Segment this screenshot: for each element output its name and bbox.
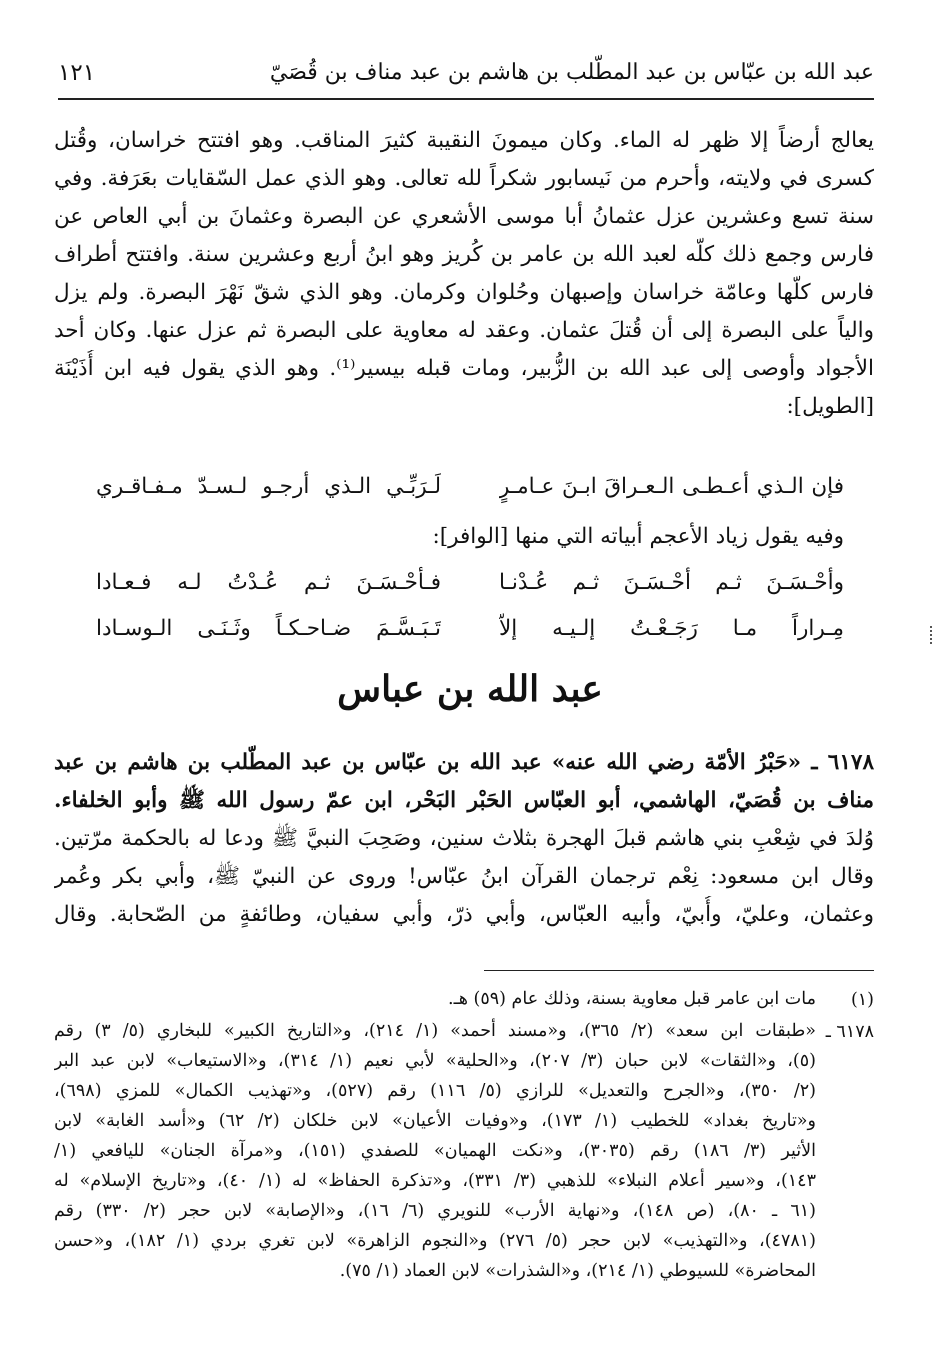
biography-entry [54, 744, 874, 934]
entry-line: وقال ابن مسعود: نِعْم ترجمان القرآن ابنُ عبّاس! وروى عن النبيّ ﷺ، وأبي بكر وعُمر [54, 864, 874, 889]
entry-line: مناف بن قُصَيّ، الهاشمي، أبو العبّاس الحَبْر البَحْر، ابن عمّ رسول الله ﷺ وأبو الخلفاء. [54, 788, 874, 813]
footnote-line: مات ابن عامر قبل معاوية بسنة، وذلك عام (٥٩) هـ. [448, 989, 816, 1009]
text-line: والياً على البصرة إلى أن قُتلَ عثمان. وعقد له معاوية على البصرة ثم عزل عنها. وكان أحد [54, 318, 874, 343]
page-number: ١٢١ [58, 60, 96, 86]
footnote [54, 984, 874, 1016]
footnote-line: (٤٧٨١)، و«التهذيب» لابن حجر (٥/ ٢٧٦) و«النجوم الزاهرة» لابن تغري بردي (١/ ١٨٢)، و«حسن [54, 1231, 816, 1251]
text-line: كسرى في ولايته، وأحرم من نَيسابور شكراً لله تعالى. وهو الذي عمل السّقايات بعَرَفة. وفي [54, 166, 874, 191]
text-line: الأجواد وأوصى إلى عبد الله بن الزُّبير، ومات قبله بيسير⁽¹⁾. وهو الذي يقول فيه ابن أُذَيْنَة [54, 356, 874, 381]
text-line: [الطويل]: [786, 394, 874, 419]
page-header [58, 52, 874, 96]
entry-line: وعثمان، وعليّ، وأُبيّ، وأبيه العبّاس، وأبي ذرّ، وأبي سفيان، وطائفةٍ من الصّحابة. وقال [54, 902, 874, 927]
verse-line [96, 560, 844, 606]
main-text [54, 122, 874, 426]
poem-verse [96, 464, 844, 510]
entry-line: ٦١٧٨ ـ «حَبْرُ الأمّة رضي الله عنه» عبد الله بن عبّاس بن عبد المطّلب بن هاشم بن عبد [54, 750, 874, 775]
verse-line [96, 464, 844, 510]
footnote-rule [484, 970, 874, 971]
verse-hemistich-first: فإن الـذي أعـطـى الـعـراقَ ابـنَ عـامـرٍ [499, 474, 844, 499]
entry-line: وُلدَ في شِعْبِ بني هاشم قبلَ الهجرة بثلاث سنين، وصَحِبَ النبيَّ ﷺ ودعا له بالحكمة مرّتين. [54, 826, 874, 851]
footnote-line: المحاضرة» للسيوطي (١/ ٢١٤)، و«الشذرات» لابن العماد (١/ ٧٥). [339, 1261, 816, 1281]
running-title: عبد الله بن عبّاس بن عبد المطّلب بن هاشم بن عبد مناف بن قُصَيّ [269, 60, 874, 85]
verse-line [96, 606, 844, 652]
text-line: يعالج أرضاً إلا ظهر له الماء. وكان ميمونَ النقيبة كثيرَ المناقب. وهو افتتح خراسان، وقُتل [54, 128, 874, 153]
footnote-line: «طبقات ابن سعد» (٢/ ٣٦٥)، و«مسند أحمد» (١/ ٢١٤)، و«التاريخ الكبير» للبخاري (٥/ ٣) رقم [54, 1021, 816, 1041]
footnote-line: (٦١ ـ ٨٠)، (ص ١٤٨)، و«نهاية الأرب» للنويري (٦/ ١٦)، و«الإصابة» لابن حجر (٢/ ٣٣٠) رقم [54, 1201, 816, 1221]
text-line: فارس وجمع ذلك كلّه لعبد الله بن عامر بن كُريز وهو ابنُ أربع وعشرين سنة. وافتتح أطراف [54, 242, 874, 267]
footnote-line: ١٤٣)، و«سير أعلام النبلاء» للذهبي (٣/ ٣٣١)، و«تذكرة الحفاظ» له (١/ ٤٠)، و«تاريخ الإسلام» له [54, 1171, 816, 1191]
text-line: فارس كلّها وعامّة خراسان وإصبهان وحُلوان وكرمان. وهو الذي شقّ نَهْرَ البصرة. ولم يزل [54, 280, 874, 305]
poem-verses [96, 560, 844, 652]
footnote [54, 1016, 874, 1286]
verse-hemistich-second: لَـرَبِّـي الـذي أرجـو لـسـدّ مـفـاقـري [96, 474, 441, 499]
footnote-marker: ٦١٧٨ ـ [825, 1022, 874, 1042]
footnote-line: الأثير (٣/ ١٨٦) رقم (٣٠٣٥)، و«نكت الهميان» للصفدي (١٥١)، و«مرآة الجنان» لليافعي (١/ [54, 1141, 816, 1161]
verse-hemistich-first: مِـراراً مـا رَجَـعْـتُ إلـيـه إلاّ [499, 616, 844, 641]
footnotes [54, 984, 874, 1286]
footnote-marker: (١) [850, 990, 874, 1010]
footnote-line: (٥)، و«الثقات» لابن حبان (٣/ ٢٠٧)، و«الحلية» لأبي نعيم (١/ ٣١٤)، و«الاستيعاب» لابن عبد البر [54, 1051, 816, 1071]
footnote-line: و«تاريخ بغداد» للخطيب (١/ ١٧٣)، و«وفيات الأعيان» لابن خلكان (٢/ ٦٢) و«أسد الغابة» لابن [54, 1111, 816, 1131]
verse-hemistich-second: تَـبَـسَّـمَ ضـاحـكـاً وثَـنَـى الـوسـادا [96, 616, 441, 641]
verse-hemistich-first: وأحْـسَـنَ ثـم أحْـسَـنَ ثـم عُـدْنـا [499, 570, 844, 595]
scan-mark [930, 626, 935, 644]
verse-hemistich-second: فـأحْـسَـنَ ثـم عُـدْتُ لـه فـعـادا [96, 570, 441, 595]
section-heading: عبد الله بن عباس [337, 668, 603, 710]
verse-intro: وفيه يقول زياد الأعجم أبياته التي منها [الوافر]: [432, 524, 844, 549]
text-line: سنة تسع وعشرين عزل عثمانُ أبا موسى الأشعري عن البصرة وعثمانَ بن أبي العاص عن [54, 204, 874, 229]
footnote-line: (٢/ ٣٥٠)، و«الجرح والتعديل» للرازي (٥/ ١١٦) رقم (٥٢٧)، و«تهذيب الكمال» للمزي (٦٩٨)، [54, 1081, 816, 1101]
header-rule [58, 98, 874, 100]
